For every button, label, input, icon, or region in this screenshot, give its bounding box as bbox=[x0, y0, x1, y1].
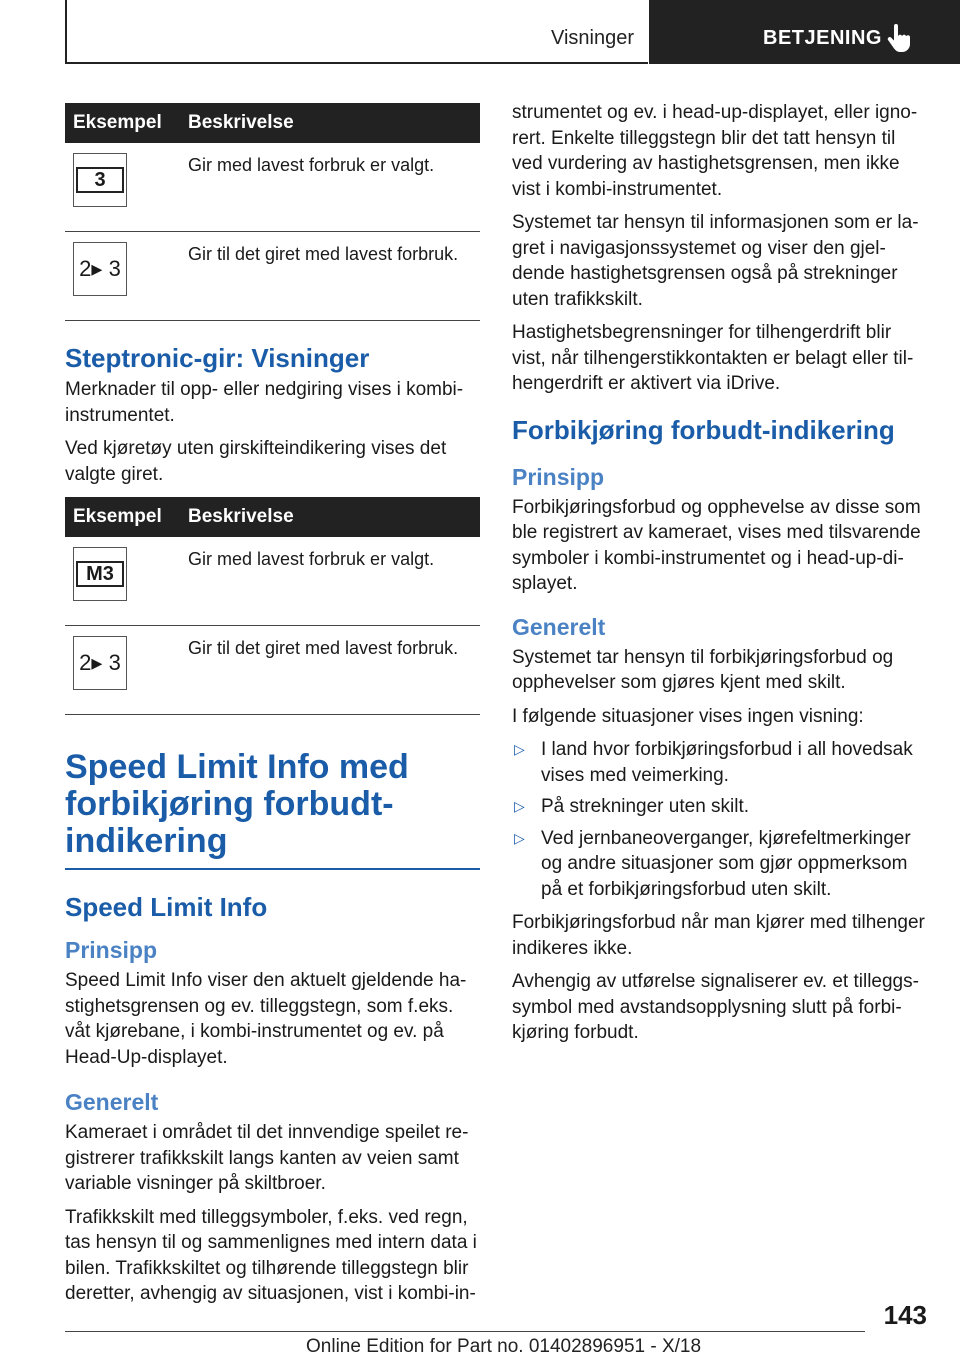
footer-divider bbox=[65, 1331, 865, 1332]
header-section-title: Visninger bbox=[550, 27, 634, 49]
right-column bbox=[512, 100, 927, 1054]
table-cell-description: Gir med lavest forbruk er valgt. bbox=[179, 537, 480, 626]
paragraph: Forbikjøringsforbud og opphevelse av disse som ble registrert av kameraet, vises med tilsvarende symboler i kombi-instrumentet og i head-up-di-splayet. bbox=[512, 496, 921, 594]
list-item: ▷ På strekninger uten skilt. bbox=[512, 794, 927, 820]
table-header-description: Beskrivelse bbox=[179, 497, 480, 537]
forbikjoring-heading: Forbikjøring forbudt-indikering bbox=[512, 414, 895, 445]
gear-shift-2-to-3-icon bbox=[73, 636, 127, 690]
gear-symbol: M3 bbox=[76, 561, 124, 587]
table-header-example: Eksempel bbox=[65, 497, 179, 537]
table-cell-description: Gir til det giret med lavest forbruk. bbox=[179, 232, 480, 321]
paragraph: Systemet tar hensyn til informasjonen som er la-gret i navigasjonssystemet og viser den gjel-dende hastighetsgrensen også på strekninger uten trafikkskilt. bbox=[512, 212, 919, 310]
page-header bbox=[65, 0, 960, 64]
gear-symbol: 2▸ 3 bbox=[79, 256, 121, 281]
paragraph: Forbikjøringsforbud når man kjører med tilhenger indikeres ikke. bbox=[512, 912, 925, 959]
gear-m3-icon bbox=[73, 547, 127, 601]
paragraph: Avhengig av utførelse signaliserer ev. et tilleggs-symbol med avstandsopplysning slutt på forbi-kjøring forbudt. bbox=[512, 971, 919, 1043]
gear-3-icon bbox=[73, 153, 127, 207]
paragraph: Hastighetsbegrensninger for tilhengerdrift blir vist, når tilhengerstikkontakten er belagt eller til-hengerdrift er aktivert via iDrive. bbox=[512, 322, 914, 394]
table-header-description: Beskrivelse bbox=[179, 103, 480, 143]
paragraph: I følgende situasjoner vises ingen visning: bbox=[512, 705, 864, 727]
gear-shift-2-to-3-icon bbox=[73, 242, 127, 296]
triangle-bullet-icon: ▷ bbox=[514, 798, 525, 814]
triangle-bullet-icon: ▷ bbox=[514, 829, 525, 846]
speed-limit-info-heading: Speed Limit Info med forbikjøring forbudt-indikering bbox=[65, 749, 480, 870]
steptronic-heading: Steptronic-gir: Visninger bbox=[65, 343, 370, 373]
triangle-bullet-icon: ▷ bbox=[514, 741, 525, 757]
left-column bbox=[65, 103, 480, 1315]
table-row bbox=[65, 143, 480, 232]
table-row bbox=[65, 537, 480, 626]
header-chapter-box bbox=[649, 0, 960, 64]
paragraph: strumentet og ev. i head-up-displayet, eller igno-rert. Enkelte tilleggstegn blir det tatt hensyn til ved vurdering av hastighetsgrensen, men ikke vist i kombi-instrumentet. bbox=[512, 102, 918, 200]
gear-symbol: 2▸ 3 bbox=[79, 650, 121, 675]
table-cell-description: Gir med lavest forbruk er valgt. bbox=[179, 143, 480, 232]
header-chapter-title: BETJENING bbox=[763, 27, 882, 49]
prinsipp-heading: Prinsipp bbox=[512, 463, 605, 490]
paragraph: Ved kjøretøy uten girskifteindikering vises det valgte giret. bbox=[65, 438, 447, 485]
bullet-list bbox=[512, 737, 927, 902]
gear-table-1 bbox=[65, 103, 480, 321]
page-number: 143 bbox=[883, 1300, 927, 1330]
hand-pointer-icon bbox=[887, 24, 911, 54]
table-cell-description: Gir til det giret med lavest forbruk. bbox=[179, 626, 480, 715]
paragraph: Trafikkskilt med tilleggsymboler, f.eks. ved regn, tas hensyn til og sammenlignes med intern data i bilen. Trafikkskiltet og tilhørende tilleggstegn blir deretter, avhengig av situasjonen, vist i kombi-in- bbox=[65, 1206, 477, 1304]
list-item: ▷ Ved jernbaneoverganger, kjørefeltmerkinger og andre situasjoner som gjør oppmerksom på et forbikjøringsforbud uten skilt. bbox=[514, 827, 911, 900]
table-header-example: Eksempel bbox=[65, 103, 179, 143]
paragraph: Systemet tar hensyn til forbikjøringsforbud og opphevelser som gjøres kjent med skilt. bbox=[512, 646, 894, 693]
table-row bbox=[65, 232, 480, 321]
generelt-heading: Generelt bbox=[512, 613, 606, 640]
list-item: ▷ I land hvor forbikjøringsforbud i all hovedsak vises med veimerking. bbox=[514, 739, 913, 786]
speed-limit-info-subheading: Speed Limit Info bbox=[65, 892, 268, 922]
paragraph: Kameraet i området til det innvendige speilet re-gistrerer trafikkskilt langs kanten av veien samt variable visninger på skiltbroer. bbox=[65, 1122, 469, 1194]
gear-table-2 bbox=[65, 497, 480, 715]
paragraph: Speed Limit Info viser den aktuelt gjeldende ha-stighetsgrensen og ev. tilleggstegn, som f.eks. våt kjørebane, i kombi-instrumentet og ev. på Head-Up-displayet. bbox=[65, 970, 467, 1068]
gear-symbol: 3 bbox=[76, 167, 124, 193]
prinsipp-heading: Prinsipp bbox=[65, 937, 158, 963]
paragraph: Merknader til opp- eller nedgiring vises i kombi-instrumentet. bbox=[65, 379, 464, 426]
header-section-box bbox=[65, 0, 648, 64]
generelt-heading: Generelt bbox=[65, 1089, 159, 1115]
table-row bbox=[65, 626, 480, 715]
footer-edition: Online Edition for Part no. 01402896951 - X/18 bbox=[306, 1336, 702, 1357]
